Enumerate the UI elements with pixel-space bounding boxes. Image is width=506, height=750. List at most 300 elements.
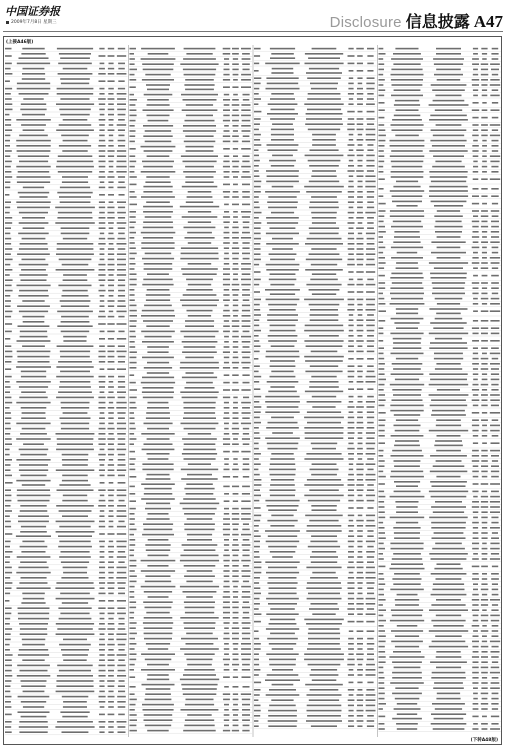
table-row (5, 103, 128, 106)
table-row (5, 577, 128, 580)
table-cell-print (357, 88, 363, 90)
table-cell-print (437, 79, 461, 81)
table-cell-print (307, 525, 342, 527)
table-cell-print (118, 63, 125, 65)
table-cell-print (270, 619, 295, 621)
table-cell-print (242, 469, 249, 471)
table-cell-print (379, 620, 387, 622)
table-row (5, 356, 128, 359)
table-cell-print (267, 144, 299, 146)
table-cell-print (366, 376, 376, 378)
table-cell-print (367, 351, 375, 353)
table-cell-print (366, 165, 374, 167)
table-cell-print (223, 476, 230, 478)
table-cell-print (232, 204, 239, 206)
table-cell-print (434, 568, 462, 570)
table-cell-print (224, 469, 230, 471)
table-cell-print (433, 625, 463, 627)
table-cell-print (181, 94, 218, 96)
table-cell-print (118, 459, 126, 461)
table-row (254, 530, 377, 533)
table-cell-print (481, 471, 487, 473)
table-cell-print (184, 227, 216, 229)
table-cell-print (130, 104, 136, 106)
table-cell-print (379, 682, 385, 684)
table-cell-print (232, 253, 239, 255)
table-cell-print (492, 74, 498, 76)
table-cell-print (366, 520, 374, 522)
table-cell-print (183, 498, 216, 500)
table-cell-print (130, 99, 137, 101)
table-cell-print (5, 515, 10, 517)
table-row (254, 593, 377, 596)
table-row (379, 693, 502, 696)
table-cell-print (5, 644, 10, 646)
table-cell-print (432, 166, 465, 168)
disclosure-table (4, 45, 502, 737)
table-cell-print (254, 682, 261, 684)
table-cell-print (100, 464, 105, 466)
table-row (254, 63, 377, 66)
table-cell-print (379, 340, 384, 342)
table-cell-print (118, 356, 126, 358)
table-cell-print (356, 577, 363, 579)
table-cell-print (142, 63, 174, 65)
table-cell-print (379, 231, 386, 233)
table-cell-print (306, 118, 342, 120)
table-cell-print (472, 412, 479, 414)
table-cell-print (254, 469, 258, 471)
table-cell-print (185, 704, 214, 706)
table-cell-print (241, 79, 251, 81)
table-cell-print (435, 338, 462, 340)
table-row (254, 238, 377, 241)
table-row (254, 500, 377, 503)
table-cell-print (141, 146, 176, 148)
table-cell-print (141, 669, 175, 671)
table-cell-print (347, 123, 354, 125)
table-cell-print (242, 305, 250, 307)
table-cell-print (473, 517, 478, 519)
table-cell-print (268, 715, 297, 717)
table-row (130, 458, 253, 461)
table-cell-print (99, 176, 106, 178)
table-cell-print (366, 613, 376, 615)
table-cell-print (243, 443, 250, 445)
table-cell-print (109, 402, 113, 404)
table-cell-print (223, 586, 229, 588)
table-cell-print (182, 438, 217, 440)
table-cell-print (490, 155, 500, 157)
table-cell-print (130, 518, 135, 520)
table-row (254, 417, 377, 420)
table-cell-print (233, 166, 239, 168)
table-cell-print (391, 318, 424, 320)
table-row (5, 721, 128, 724)
table-cell-print (379, 293, 384, 295)
table-cell-print (242, 351, 251, 353)
table-row (254, 88, 377, 91)
table-cell-print (357, 155, 364, 157)
table-cell-print (224, 258, 229, 260)
table-cell-print (254, 238, 261, 240)
table-cell-print (311, 88, 337, 90)
table-cell-print (357, 638, 363, 640)
table-row (130, 674, 253, 682)
table-cell-print (366, 541, 375, 543)
table-cell-print (431, 414, 466, 416)
table-cell-print (183, 69, 216, 71)
table-cell-print (100, 63, 105, 65)
table-cell-print (5, 417, 11, 419)
table-cell-print (188, 242, 211, 244)
table-cell-print (99, 155, 105, 157)
table-cell-print (223, 529, 230, 531)
table-cell-print (491, 573, 499, 575)
table-cell-print (348, 243, 355, 245)
table-cell-print (130, 428, 136, 430)
table-cell-print (61, 649, 89, 651)
table-cell-print (23, 691, 45, 693)
table-cell-print (5, 639, 11, 641)
table-cell-print (308, 638, 340, 640)
table-cell-print (395, 599, 419, 601)
table-cell-print (358, 111, 363, 113)
table-cell-print (62, 654, 88, 656)
table-cell-print (99, 161, 106, 163)
table-cell-print (20, 475, 46, 477)
table-cell-print (379, 522, 384, 524)
table-cell-print (348, 474, 354, 476)
table-cell-print (481, 465, 488, 467)
table-cell-print (5, 505, 11, 507)
table-cell-print (188, 463, 211, 465)
table-cell-print (379, 150, 384, 152)
table-cell-print (270, 365, 296, 367)
table-row (254, 715, 377, 718)
table-row (379, 389, 502, 392)
table-cell-print (357, 715, 363, 717)
table-cell-print (60, 381, 91, 383)
table-cell-print (185, 719, 214, 721)
table-cell-print (130, 155, 136, 157)
table-cell-print (435, 161, 461, 163)
table-cell-print (108, 428, 115, 430)
table-cell-print (55, 587, 94, 589)
table-cell-print (431, 522, 466, 524)
table-cell-print (242, 438, 250, 440)
table-cell-print (254, 669, 260, 671)
table-cell-print (224, 719, 229, 721)
table-cell-print (379, 394, 386, 396)
table-cell-print (395, 646, 419, 648)
table-cell-print (63, 336, 86, 338)
table-cell-print (366, 710, 376, 712)
table-cell-print (144, 493, 173, 495)
table-row (379, 558, 502, 561)
table-cell-print (379, 430, 385, 432)
table-row (130, 443, 253, 446)
table-row (130, 586, 253, 589)
table-cell-print (393, 394, 421, 396)
table-cell-print (99, 93, 104, 95)
table-cell-print (481, 599, 488, 601)
table-cell-print (99, 124, 105, 126)
table-cell-print (254, 479, 261, 481)
table-cell-print (254, 500, 259, 502)
table-cell-print (357, 93, 364, 95)
table-cell-print (130, 534, 135, 536)
table-cell-print (180, 503, 220, 505)
table-cell-print (17, 351, 51, 353)
table-cell-print (186, 382, 213, 384)
table-cell-print (349, 319, 354, 321)
table-cell-print (19, 274, 47, 276)
table-cell-print (186, 643, 214, 645)
table-cell-print (224, 508, 229, 510)
table-cell-print (482, 399, 488, 401)
table-cell-print (431, 129, 467, 131)
table-cell-print (223, 135, 230, 137)
table-cell-print (98, 264, 105, 266)
table-cell-print (117, 675, 126, 677)
table-cell-print (118, 649, 124, 651)
table-cell-print (183, 674, 216, 676)
table-cell-print (254, 118, 261, 120)
table-cell-print (118, 482, 126, 484)
table-cell-print (5, 680, 11, 682)
table-cell-print (265, 396, 299, 398)
table-cell-print (270, 48, 295, 50)
table-cell-print (232, 69, 238, 71)
table-row (5, 233, 128, 236)
table-cell-print (254, 98, 261, 100)
table-cell-print (473, 358, 479, 360)
table-row (130, 617, 253, 620)
table-cell-print (349, 669, 354, 671)
table-cell-print (435, 635, 462, 637)
table-cell-print (242, 730, 249, 732)
table-cell-print (306, 72, 342, 74)
table-cell-print (117, 654, 127, 656)
table-row (379, 460, 502, 463)
table-cell-print (145, 581, 171, 583)
table-cell-print (233, 299, 239, 301)
table-cell-print (472, 543, 479, 545)
table-cell-print (5, 701, 11, 703)
table-cell-print (367, 330, 375, 332)
table-cell-print (366, 474, 376, 476)
table-cell-print (357, 669, 363, 671)
table-cell-print (233, 346, 239, 348)
table-cell-print (357, 422, 364, 424)
table-cell-print (130, 451, 136, 453)
table-cell-print (366, 271, 375, 273)
table-cell-print (349, 139, 354, 141)
table-cell-print (254, 345, 261, 347)
table-row (130, 387, 253, 395)
table-cell-print (5, 279, 13, 281)
table-cell-print (60, 593, 90, 595)
table-cell-print (366, 299, 375, 301)
table-cell-print (357, 567, 364, 569)
table-cell-print (183, 591, 217, 593)
table-cell-print (472, 293, 478, 295)
table-cell-print (347, 155, 354, 157)
table-cell-print (266, 628, 299, 630)
table-cell-print (481, 74, 489, 76)
table-cell-print (492, 358, 499, 360)
table-row (130, 155, 253, 158)
table-cell-print (357, 201, 363, 203)
table-cell-print (242, 622, 251, 624)
table-row (254, 453, 377, 456)
table-cell-print (356, 406, 364, 408)
table-row (130, 263, 253, 266)
table-cell-print (141, 232, 176, 234)
table-cell-print (185, 79, 214, 81)
table-cell-print (224, 237, 230, 239)
table-cell-print (5, 194, 9, 196)
table-cell-print (254, 715, 260, 717)
table-cell-print (233, 331, 239, 333)
table-cell-print (491, 373, 499, 375)
table-cell-print (348, 340, 354, 342)
table-row (254, 314, 377, 317)
table-cell-print (397, 252, 418, 254)
table-row (379, 124, 502, 127)
table-cell-print (242, 247, 249, 249)
table-cell-print (472, 548, 479, 550)
table-cell-print (431, 594, 467, 596)
table-cell-print (379, 573, 384, 575)
table-cell-print (223, 438, 230, 440)
table-cell-print (473, 171, 479, 173)
table-cell-print (482, 677, 487, 679)
table-row (379, 651, 502, 654)
table-cell-print (20, 531, 47, 533)
table-cell-print (268, 391, 297, 393)
table-row (5, 691, 128, 694)
table-cell-print (184, 412, 215, 414)
table-row (254, 679, 377, 687)
table-cell-print (145, 699, 172, 701)
table-row (130, 412, 253, 415)
table-row (254, 227, 377, 230)
table-cell-print (473, 320, 478, 322)
table-cell-print (366, 88, 374, 90)
table-cell-print (232, 544, 239, 546)
table-row (5, 397, 128, 400)
table-cell-print (312, 48, 337, 50)
table-cell-print (254, 155, 259, 157)
table-cell-print (130, 148, 136, 150)
table-cell-print (305, 243, 343, 245)
table-cell-print (186, 104, 213, 106)
table-cell-print (491, 465, 499, 467)
table-cell-print (254, 243, 260, 245)
table-cell-print (184, 565, 216, 567)
table-cell-print (394, 414, 420, 416)
table-row (130, 544, 253, 547)
table-cell-print (19, 212, 48, 214)
table-cell-print (305, 391, 343, 393)
table-cell-print (5, 600, 9, 602)
table-row (254, 345, 377, 348)
table-cell-print (254, 489, 260, 491)
table-cell-print (358, 437, 363, 439)
table-cell-print (358, 160, 363, 162)
table-row (379, 89, 502, 92)
table-cell-print (59, 541, 90, 543)
table-cell-print (99, 654, 104, 656)
table-cell-print (232, 709, 238, 711)
table-cell-print (118, 659, 125, 661)
table-cell-print (130, 433, 135, 435)
table-cell-print (148, 53, 169, 55)
table-cell-print (391, 161, 424, 163)
table-cell-print (130, 730, 137, 732)
table-cell-print (186, 289, 212, 291)
table-cell-print (233, 714, 238, 716)
table-cell-print (268, 593, 296, 595)
table-row (379, 465, 502, 468)
table-cell-print (17, 675, 51, 677)
table-cell-print (472, 641, 479, 643)
table-cell-print (379, 399, 386, 401)
table-cell-print (233, 617, 239, 619)
table-cell-print (304, 330, 344, 332)
table-cell-print (23, 129, 45, 131)
table-cell-print (99, 665, 106, 667)
table-cell-print (223, 638, 229, 640)
table-cell-print (56, 103, 94, 105)
table-cell-print (108, 505, 114, 507)
table-cell-print (272, 648, 294, 650)
table-cell-print (357, 530, 363, 532)
table-cell-print (142, 377, 174, 379)
table-cell-print (63, 701, 87, 703)
table-cell-print (429, 430, 468, 432)
table-row (5, 311, 128, 314)
table-cell-print (482, 257, 487, 259)
table-cell-print (142, 284, 173, 286)
table-cell-print (254, 664, 259, 666)
table-row (254, 139, 377, 142)
table-cell-print (100, 368, 105, 370)
table-cell-print (356, 271, 363, 273)
table-cell-print (349, 694, 354, 696)
table-cell-print (348, 93, 354, 95)
table-cell-print (358, 376, 363, 378)
table-cell-print (22, 345, 45, 347)
table-cell-print (492, 460, 498, 462)
table-cell-print (349, 175, 354, 177)
table-cell-print (472, 340, 479, 342)
table-cell-print (366, 401, 375, 403)
table-cell-print (481, 215, 489, 217)
table-cell-print (304, 458, 343, 460)
table-cell-print (367, 259, 375, 261)
table-cell-print (232, 237, 239, 239)
table-cell-print (142, 684, 175, 686)
table-cell-print (243, 94, 250, 96)
table-row (379, 455, 502, 458)
table-cell-print (108, 155, 114, 157)
table-row (379, 166, 502, 169)
table-row (379, 100, 502, 108)
table-row (5, 201, 128, 204)
